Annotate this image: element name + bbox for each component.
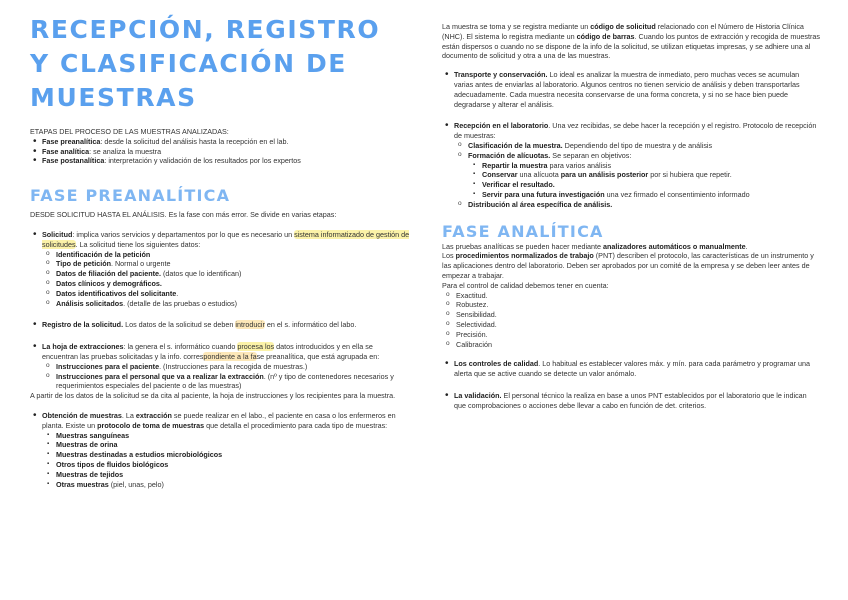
obtencion-sublist <box>42 431 410 490</box>
intro-section <box>30 127 410 166</box>
list-item: o Identificación de la petición <box>42 250 410 260</box>
obtencion-list <box>30 411 410 489</box>
right-column <box>442 0 820 411</box>
list-item: ▪ Otras muestras (piel, unas, pelo) <box>42 480 410 490</box>
hoja-after: A partir de los datos de la solicitud se da cita al paciente, la hoja de instrucciones y los recipientes para la muestra. <box>30 391 396 401</box>
spacer <box>30 308 410 320</box>
list-item-registro: • Registro de la solicitud. Los datos de la solicitud se deben introducir en el s. informático del labo. <box>30 320 410 330</box>
objetivos-sublist <box>468 161 820 200</box>
list-item: o Clasificación de la muestra. Dependiendo del tipo de muestra y de análisis <box>454 141 820 151</box>
list-item: o Instrucciones para el paciente. (Instrucciones para la recogida de muestras.) <box>42 362 410 372</box>
preanalitica-intro: DESDE SOLICITUD HASTA EL ANÁLISIS. Es la fase con más error. Se divide en varias etapas: <box>30 210 337 220</box>
intro-heading: ETAPAS DEL PROCESO DE LAS MUESTRAS ANALIZADAS: <box>30 127 229 136</box>
list-item: o Datos clínicos y demográficos. <box>42 279 410 289</box>
highlight: pondiente a la fa <box>203 351 257 361</box>
list-item: ▪ Repartir la muestra para varios análisis <box>468 161 820 171</box>
list-item: o Datos de filiación del paciente. (datos que lo identifican) <box>42 269 410 279</box>
highlight: introducir <box>235 320 265 330</box>
list-item: • Fase analítica: se analiza la muestra <box>30 147 410 157</box>
codigo-paragraph: La muestra se toma y se registra mediante un código de solicitud relacionado con el Número de Historia Clínica (NHC). El sistema lo registra mediante un código de barras. Cuando los puntos de extracción y recogida de muestras están dispersos o cuando no se dispone de la info de la solicitud, se utilizan etiquetas impresas, y se adhiere una al documento de solicitud y otra a una de las muestras. <box>442 22 820 61</box>
list-item-hoja: • La hoja de extracciones: la genera el s. informático cuando procesa los datos introducidos y en ella se encuentran las pruebas solicitadas y la info. correspondiente a la fase preanalítica, que está agrupada en: o Instrucciones para el paciente. (Instrucciones para la recogida de muestras.) o Instrucciones para el personal que va a realizar la extracción. (nº y tipo de contenedores necesarios y requerimientos especiales del paciente o de las muestras) <box>30 342 410 391</box>
right-list <box>442 70 820 209</box>
highlight: sistema informatizado de gestión de solicitudes <box>42 229 410 249</box>
list-item: o Selectividad. <box>442 320 820 330</box>
list-item: ▪ Servir para una futura investigación una vez firmado el consentimiento informado <box>468 190 820 200</box>
analitica-p3: Para el control de calidad debemos tener en cuenta: <box>442 280 609 290</box>
hoja-sublist <box>42 362 410 391</box>
highlight: procesa los <box>237 342 275 352</box>
list-item: o Calibración <box>442 340 820 350</box>
list-item-obtencion: • Obtención de muestras. La extracción se puede realizar en el labo., el paciente en casa o los enfermeros en planta. Existe un protocolo de toma de muestras que detalla el procedimiento para cada tipo de muestras: ▪ Muestras sanguíneas ▪ Muestras de orina ▪ Muestras destinadas a estudios microbiológicos ▪ Otros tipos de fluidos biológicos ▪ Muestras de tejidos ▪ Otras muestras (piel, unas, pelo) <box>30 411 410 489</box>
list-item: o Precisión. <box>442 330 820 340</box>
section-heading-preanalitica: FASE PREANALÍTICA <box>30 186 231 206</box>
list-item: o Formación de alícuotas. Se separan en objetivos: ▪ Repartir la muestra para varios análisis ▪ Conservar una alícuota para un análisis posterior por si hubiera que repetir. ▪ Verificar el resultado. ▪ Servir para una futura investigación una vez firmado el consentimiento informado <box>454 151 820 200</box>
list-item-solicitud: • Solicitud: implica varios servicios y departamentos por lo que es necesario un sistema informatizado de gestión de solicitudes. La solicitud tiene los siguientes datos: o Identificación de la petición o Tipo de petición. Normal o urgente o Datos de filiación del paciente. (datos que lo identifican) o Datos clínicos y demográficos. o Datos identificativos del solicitante. o Análisis solicitados. (detalle de las pruebas o estudios) <box>30 230 410 308</box>
list-item: ▪ Muestras de tejidos <box>42 470 410 480</box>
list-item: ▪ Muestras destinadas a estudios microbiológicos <box>42 450 410 460</box>
list-item: o Instrucciones para el personal que va a realizar la extracción. (nº y tipo de contenedores necesarios y requerimientos especiales del paciente o de las muestras) <box>42 372 410 392</box>
list-item: ▪ Verificar el resultado. <box>468 180 820 190</box>
list-item: ▪ Conservar una alícuota para un análisis posterior por si hubiera que repetir. <box>468 170 820 180</box>
list-item-transporte: • Transporte y conservación. Lo ideal es analizar la muestra de inmediato, pero muchas veces se acumulan varias antes de enviarlas al laboratorio. Algunos centros no tienen servicio de análisis y deben transportarlas adecuadamente. Cada muestra necesita conservarse de una forma concreta, y si no se hace bien puede degradarse y alterar el análisis. <box>442 70 820 109</box>
spacer <box>442 379 820 391</box>
list-item: ▪ Otros tipos de fluidos biológicos <box>42 460 410 470</box>
analitica-p2: Los procedimientos normalizados de trabajo (PNT) describen el protocolo, las características de un instrumento y las aplicaciones dentro del laboratorio. Deben ser aprobados por un comité de la empresa y se deben leer antes de empezar a trabajar. <box>442 251 814 280</box>
controles-list <box>442 359 820 410</box>
left-column <box>30 0 410 489</box>
list-item: o Exactitud. <box>442 291 820 301</box>
spacer <box>30 330 410 342</box>
list-item-controles: • Los controles de calidad. Lo habitual es establecer valores máx. y mín. para cada parámetro y programar una alerta que se active cuando se detecte un valor anómalo. <box>442 359 820 379</box>
stages-list <box>30 137 410 166</box>
solicitud-sublist <box>42 250 410 309</box>
list-item: o Sensibilidad. <box>442 310 820 320</box>
list-item: o Robustez. <box>442 300 820 310</box>
list-item: ▪ Muestras de orina <box>42 440 410 450</box>
analitica-p1: Las pruebas analíticas se pueden hacer mediante analizadores automáticos o manualmente. <box>442 241 748 251</box>
list-item-validacion: • La validación. El personal técnico la realiza en base a unos PNT establecidos por el laboratorio que le indican que comprobaciones o acciones debe llevar a cabo en función de det. criterios. <box>442 391 820 411</box>
preanalitica-list <box>30 230 410 391</box>
recepcion-sublist <box>454 141 820 210</box>
list-item: o Análisis solicitados. (detalle de las pruebas o estudios) <box>42 299 410 309</box>
list-item: o Datos identificativos del solicitante. <box>42 289 410 299</box>
list-item: ▪ Muestras sanguíneas <box>42 431 410 441</box>
list-item: • Fase preanalítica: desde la solicitud del análisis hasta la recepción en el lab. <box>30 137 410 147</box>
list-item: • Fase postanalítica: interpretación y validación de los resultados por los expertos <box>30 156 410 166</box>
spacer <box>442 109 820 121</box>
page-title: RECEPCIÓN, REGISTRO Y CLASIFICACIÓN DE MUESTRAS <box>30 15 381 112</box>
calidad-list <box>442 291 820 350</box>
list-item: o Distribución al área específica de análisis. <box>454 200 820 210</box>
section-heading-analitica: FASE ANALÍTICA <box>442 221 604 241</box>
list-item-recepcion: • Recepción en el laboratorio. Una vez recibidas, se debe hacer la recepción y el registro. Protocolo de recepción de muestras: o Clasificación de la muestra. Dependiendo del tipo de muestra y de análisis o Formación de alícuotas. Se separan en objetivos: ▪ Repartir la muestra para varios análisis ▪ Conservar una alícuota para un análisis posterior por si hubiera que repetir. ▪ Verificar el resultado. ▪ Servir para una futura investigación una vez firmado el consentimiento informado o Distribución al área específica de análisis. <box>442 121 820 209</box>
list-item: o Tipo de petición. Normal o urgente <box>42 259 410 269</box>
